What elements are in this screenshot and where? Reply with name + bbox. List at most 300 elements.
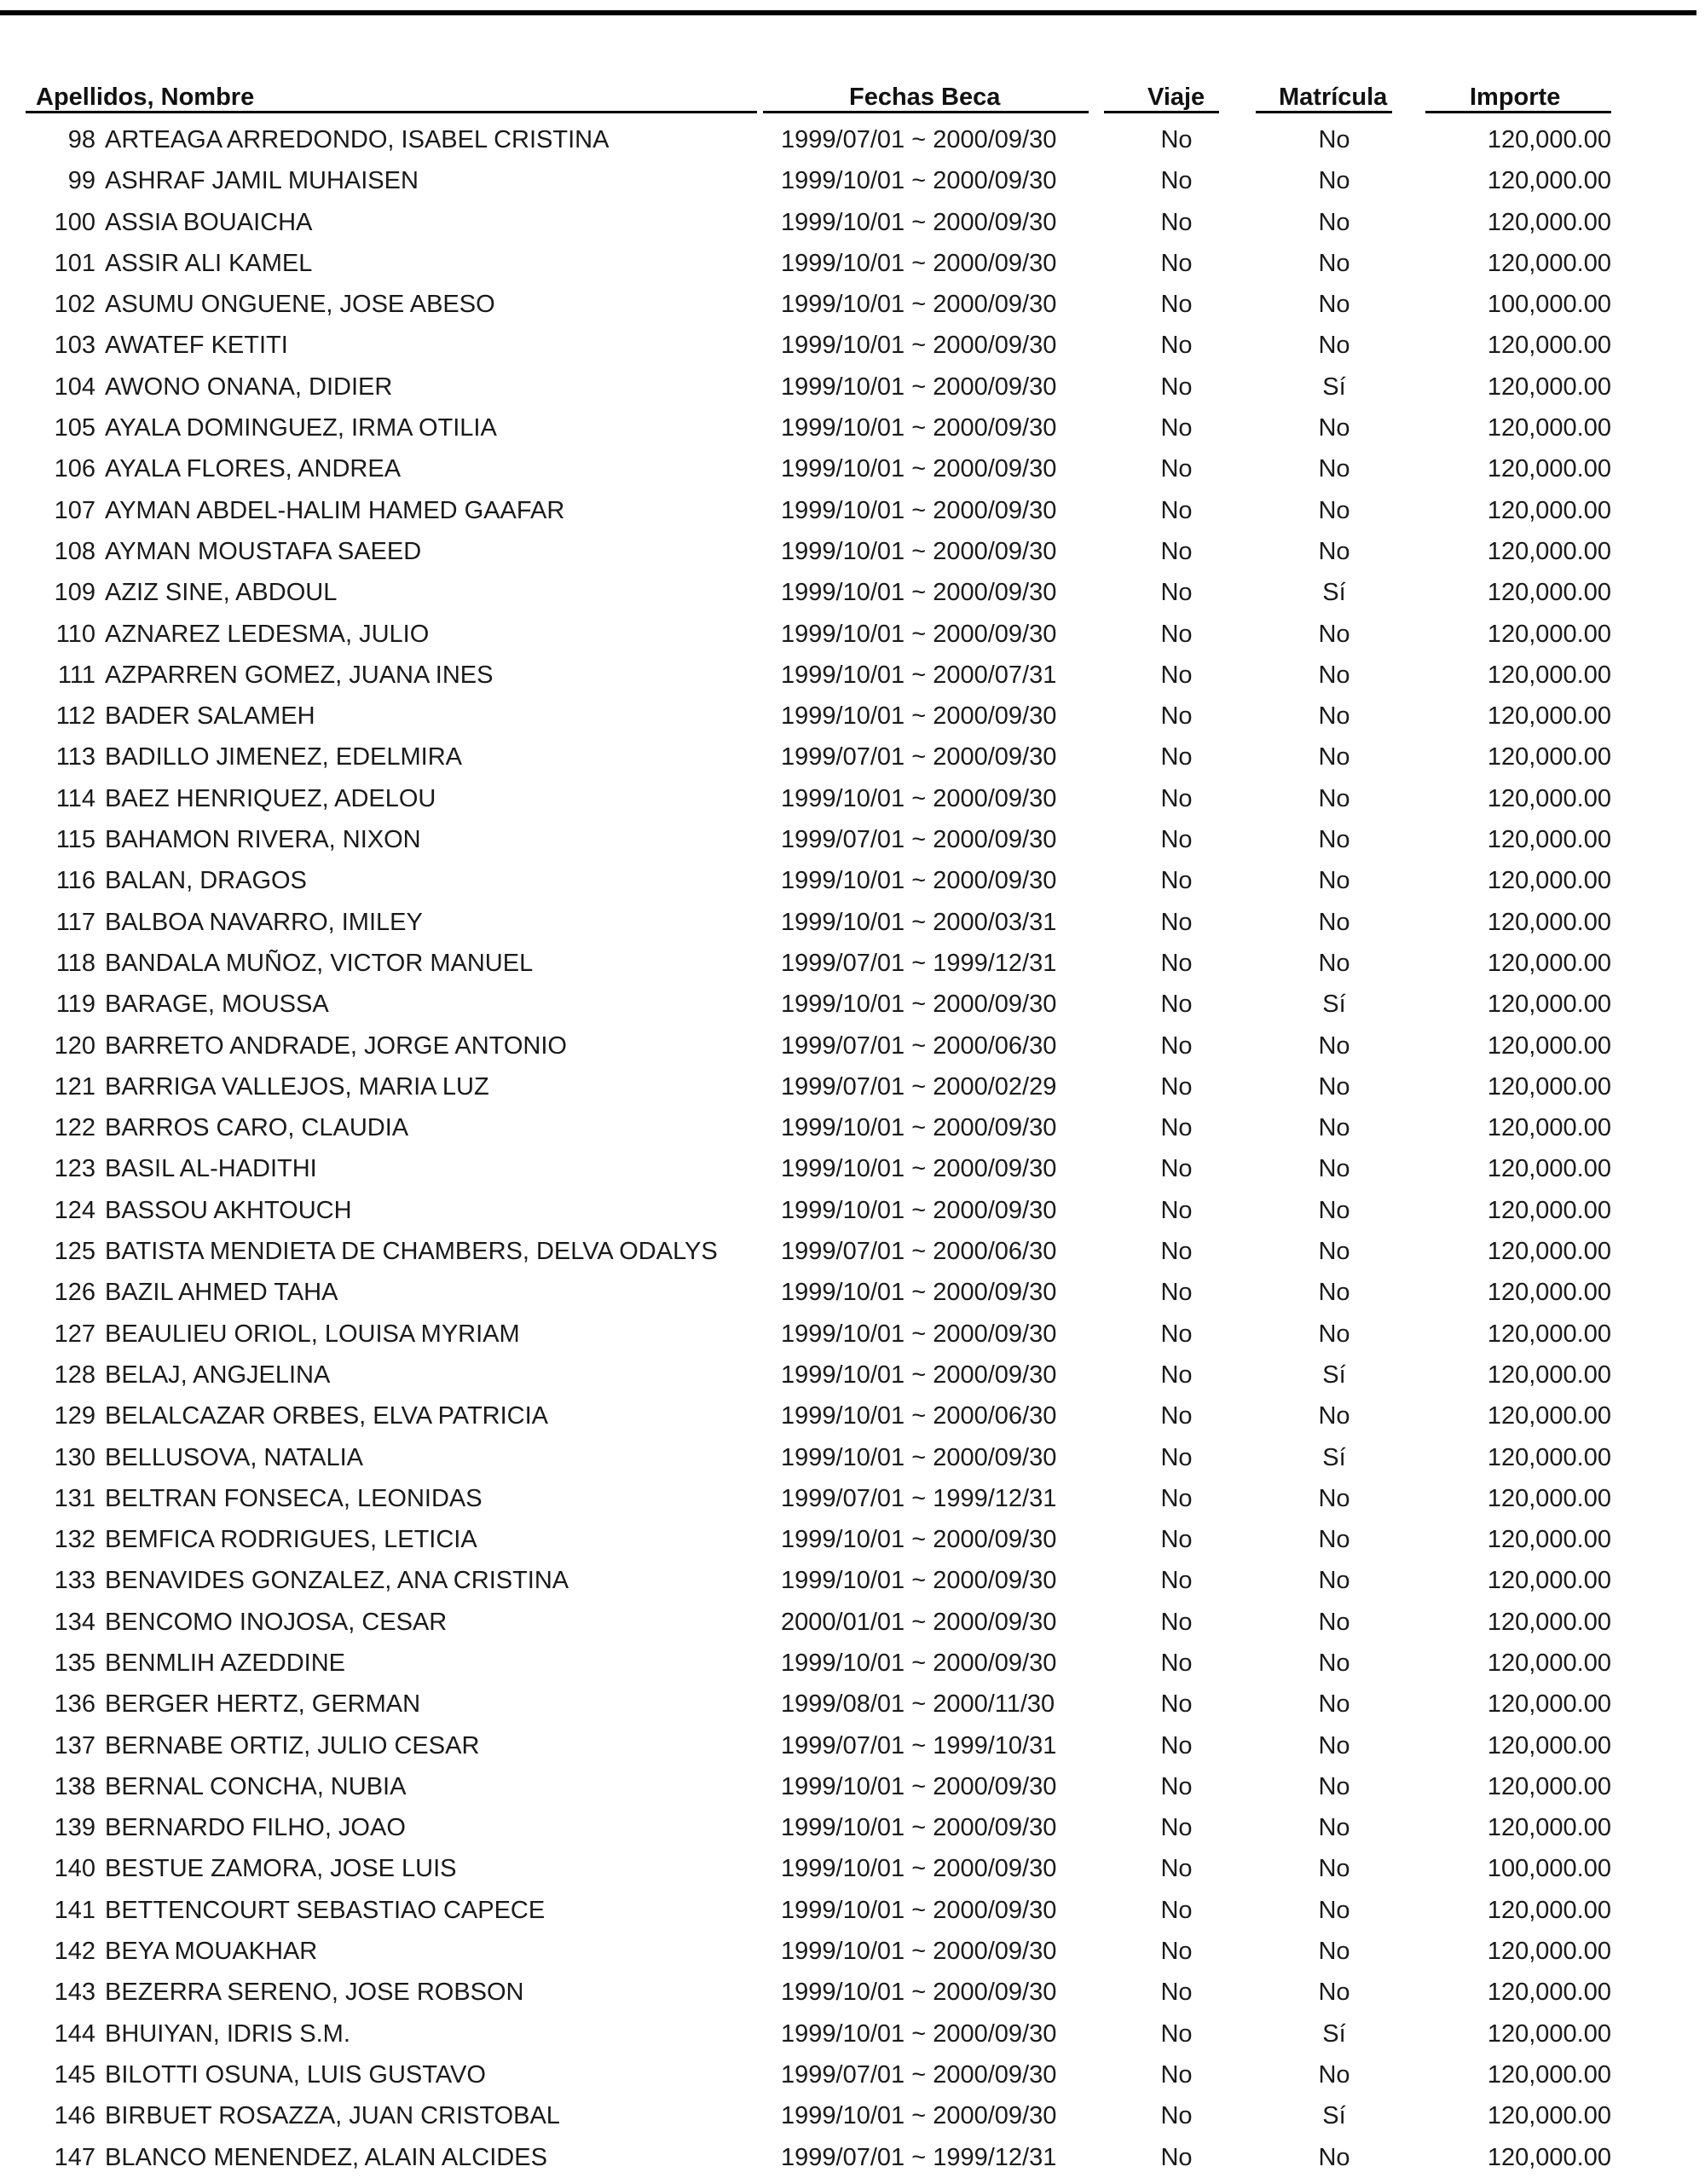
recipient-name: BERNABE ORTIZ, JULIO CESAR xyxy=(105,1731,480,1759)
scholarship-dates: 1999/10/01 ~ 2000/09/30 xyxy=(781,496,1057,524)
table-row xyxy=(0,819,1705,860)
amount-value: 120,000.00 xyxy=(1487,1772,1611,1800)
scholarship-dates: 1999/10/01 ~ 2000/09/30 xyxy=(781,1155,1057,1183)
amount-value: 120,000.00 xyxy=(1487,1731,1611,1759)
table-row xyxy=(0,1066,1705,1107)
recipient-name: BELALCAZAR ORBES, ELVA PATRICIA xyxy=(105,1402,549,1430)
tuition-value: No xyxy=(1318,867,1350,895)
amount-value: 120,000.00 xyxy=(1487,2143,1611,2171)
tuition-value: No xyxy=(1318,1320,1350,1348)
table-row xyxy=(0,325,1705,366)
travel-value: No xyxy=(1160,1938,1193,1966)
tuition-value: No xyxy=(1318,414,1350,442)
scholarship-dates: 1999/07/01 ~ 1999/10/31 xyxy=(781,1731,1057,1759)
tuition-value: No xyxy=(1318,1155,1350,1183)
table-row xyxy=(0,1931,1705,1972)
recipient-name: ARTEAGA ARREDONDO, ISABEL CRISTINA xyxy=(105,126,610,153)
amount-value: 120,000.00 xyxy=(1487,743,1611,771)
recipient-name: BLANCO MENENDEZ, ALAIN ALCIDES xyxy=(105,2143,547,2171)
tuition-value: No xyxy=(1318,496,1350,524)
header-underline-dates xyxy=(763,111,1089,113)
table-row xyxy=(0,1684,1705,1725)
travel-value: No xyxy=(1160,908,1193,936)
scholarship-dates: 1999/10/01 ~ 2000/09/30 xyxy=(781,167,1057,195)
table-row xyxy=(0,902,1705,943)
row-number: 121 xyxy=(54,1072,95,1101)
scholarship-dates: 1999/07/01 ~ 2000/09/30 xyxy=(781,743,1057,771)
scholarship-dates: 1999/07/01 ~ 2000/09/30 xyxy=(781,2060,1057,2089)
table-row xyxy=(0,1519,1705,1560)
travel-value: No xyxy=(1160,455,1193,483)
row-number: 112 xyxy=(55,702,95,731)
row-number: 118 xyxy=(55,949,95,977)
table-row xyxy=(0,284,1705,325)
tuition-value: No xyxy=(1318,784,1350,812)
recipient-name: AYALA DOMINGUEZ, IRMA OTILIA xyxy=(105,414,497,442)
amount-value: 120,000.00 xyxy=(1487,332,1611,360)
scholarship-dates: 1999/10/01 ~ 2000/09/30 xyxy=(781,1855,1057,1883)
scholarship-dates: 1999/10/01 ~ 2000/09/30 xyxy=(781,1526,1057,1554)
amount-value: 120,000.00 xyxy=(1487,1443,1611,1471)
header-viaje: Viaje xyxy=(1147,84,1205,111)
row-number: 142 xyxy=(54,1938,95,1966)
tuition-value: No xyxy=(1318,1608,1350,1636)
amount-value: 120,000.00 xyxy=(1487,373,1611,401)
recipient-name: BETTENCOURT SEBASTIAO CAPECE xyxy=(105,1896,546,1924)
travel-value: No xyxy=(1160,743,1193,771)
row-number: 104 xyxy=(54,373,95,401)
scholarship-dates: 1999/10/01 ~ 2000/09/30 xyxy=(781,1279,1057,1307)
scholarship-dates: 1999/10/01 ~ 2000/03/31 xyxy=(781,908,1057,936)
scholarship-dates: 1999/07/01 ~ 1999/12/31 xyxy=(781,949,1057,977)
recipient-name: BARROS CARO, CLAUDIA xyxy=(105,1114,409,1142)
travel-value: No xyxy=(1160,1155,1193,1183)
table-row xyxy=(0,984,1705,1025)
scholarship-dates: 1999/10/01 ~ 2000/09/30 xyxy=(781,1320,1057,1348)
amount-value: 120,000.00 xyxy=(1487,1938,1611,1966)
row-number: 147 xyxy=(54,2143,95,2171)
scholarship-dates: 1999/10/01 ~ 2000/09/30 xyxy=(781,332,1057,360)
tuition-value: No xyxy=(1318,1896,1350,1924)
travel-value: No xyxy=(1160,1484,1193,1512)
amount-value: 120,000.00 xyxy=(1487,1361,1611,1389)
row-number: 103 xyxy=(54,332,95,360)
tuition-value: No xyxy=(1318,702,1350,731)
table-row xyxy=(0,1560,1705,1601)
table-row xyxy=(0,1107,1705,1148)
recipient-name: BENMLIH AZEDDINE xyxy=(105,1649,345,1677)
travel-value: No xyxy=(1160,208,1193,236)
row-number: 111 xyxy=(57,661,95,689)
amount-value: 100,000.00 xyxy=(1487,1855,1611,1883)
tuition-value: No xyxy=(1318,1279,1350,1307)
amount-value: 120,000.00 xyxy=(1487,1979,1611,2007)
travel-value: No xyxy=(1160,1731,1193,1759)
recipient-name: ASSIR ALI KAMEL xyxy=(105,249,313,277)
recipient-name: BARRETO ANDRADE, JORGE ANTONIO xyxy=(105,1031,567,1060)
recipient-name: BILOTTI OSUNA, LUIS GUSTAVO xyxy=(105,2060,486,2089)
row-number: 137 xyxy=(54,1731,95,1759)
tuition-value: Sí xyxy=(1322,2102,1346,2130)
tuition-value: No xyxy=(1318,1484,1350,1512)
row-number: 101 xyxy=(54,249,95,277)
recipient-name: BAHAMON RIVERA, NIXON xyxy=(105,826,421,854)
row-number: 140 xyxy=(54,1855,95,1883)
table-row xyxy=(0,1231,1705,1272)
scholarship-dates: 1999/08/01 ~ 2000/11/30 xyxy=(781,1690,1055,1719)
scholarship-dates: 1999/07/01 ~ 1999/12/31 xyxy=(781,2143,1057,2171)
travel-value: No xyxy=(1160,249,1193,277)
tuition-value: No xyxy=(1318,249,1350,277)
recipient-name: AWONO ONANA, DIDIER xyxy=(105,373,393,401)
table-row xyxy=(0,1848,1705,1889)
table-row xyxy=(0,1602,1705,1643)
amount-value: 120,000.00 xyxy=(1487,126,1611,153)
table-row xyxy=(0,1026,1705,1066)
scholarship-dates: 1999/07/01 ~ 2000/06/30 xyxy=(781,1031,1057,1060)
row-number: 125 xyxy=(54,1238,95,1266)
scholarship-dates: 1999/10/01 ~ 2000/09/30 xyxy=(781,537,1057,565)
recipient-name: BHUIYAN, IDRIS S.M. xyxy=(105,2019,350,2048)
scholarship-dates: 1999/07/01 ~ 2000/02/29 xyxy=(781,1072,1057,1101)
amount-value: 120,000.00 xyxy=(1487,167,1611,195)
row-number: 102 xyxy=(54,291,95,319)
travel-value: No xyxy=(1160,1402,1193,1430)
table-row xyxy=(0,943,1705,984)
amount-value: 120,000.00 xyxy=(1487,661,1611,689)
table-row xyxy=(0,490,1705,531)
table-row xyxy=(0,737,1705,777)
travel-value: No xyxy=(1160,167,1193,195)
recipient-name: BADER SALAMEH xyxy=(105,702,315,731)
tuition-value: Sí xyxy=(1322,991,1346,1019)
amount-value: 120,000.00 xyxy=(1487,496,1611,524)
travel-value: No xyxy=(1160,991,1193,1019)
table-row xyxy=(0,1395,1705,1436)
table-row xyxy=(0,2054,1705,2095)
recipient-name: AZNAREZ LEDESMA, JULIO xyxy=(105,620,430,648)
amount-value: 120,000.00 xyxy=(1487,1567,1611,1595)
travel-value: No xyxy=(1160,373,1193,401)
amount-value: 120,000.00 xyxy=(1487,1279,1611,1307)
tuition-value: No xyxy=(1318,1731,1350,1759)
tuition-value: Sí xyxy=(1322,2019,1346,2048)
scholarship-dates: 1999/07/01 ~ 2000/09/30 xyxy=(781,826,1057,854)
scholarship-dates: 1999/10/01 ~ 2000/09/30 xyxy=(781,784,1057,812)
scholarship-dates: 1999/07/01 ~ 2000/09/30 xyxy=(781,126,1057,153)
amount-value: 120,000.00 xyxy=(1487,1196,1611,1224)
travel-value: No xyxy=(1160,1649,1193,1677)
tuition-value: No xyxy=(1318,208,1350,236)
travel-value: No xyxy=(1160,826,1193,854)
header-underline-name xyxy=(26,111,757,113)
recipient-name: BEAULIEU ORIOL, LOUISA MYRIAM xyxy=(105,1320,520,1348)
travel-value: No xyxy=(1160,1979,1193,2007)
header-name: Apellidos, Nombre xyxy=(36,84,255,111)
recipient-name: BELAJ, ANGJELINA xyxy=(105,1361,331,1389)
scholarship-dates: 1999/10/01 ~ 2000/09/30 xyxy=(781,2019,1057,2048)
travel-value: No xyxy=(1160,1896,1193,1924)
travel-value: No xyxy=(1160,291,1193,319)
table-row xyxy=(0,1190,1705,1231)
travel-value: No xyxy=(1160,332,1193,360)
tuition-value: No xyxy=(1318,661,1350,689)
row-number: 132 xyxy=(54,1526,95,1554)
table-row xyxy=(0,860,1705,901)
travel-value: No xyxy=(1160,2060,1193,2089)
table-row xyxy=(0,407,1705,448)
tuition-value: No xyxy=(1318,1031,1350,1060)
amount-value: 120,000.00 xyxy=(1487,1155,1611,1183)
scholarship-dates: 1999/10/01 ~ 2000/07/31 xyxy=(781,661,1057,689)
travel-value: No xyxy=(1160,1526,1193,1554)
scholarship-dates: 1999/07/01 ~ 2000/06/30 xyxy=(781,1238,1057,1266)
travel-value: No xyxy=(1160,784,1193,812)
row-number: 128 xyxy=(54,1361,95,1389)
table-row xyxy=(0,1972,1705,2013)
table-row xyxy=(0,696,1705,737)
scholarship-dates: 1999/10/01 ~ 2000/09/30 xyxy=(781,1567,1057,1595)
recipient-name: BAEZ HENRIQUEZ, ADELOU xyxy=(105,784,436,812)
amount-value: 120,000.00 xyxy=(1487,702,1611,731)
table-row xyxy=(0,655,1705,696)
amount-value: 120,000.00 xyxy=(1487,1031,1611,1060)
amount-value: 120,000.00 xyxy=(1487,1114,1611,1142)
header-matricula: Matrícula xyxy=(1279,84,1388,111)
tuition-value: No xyxy=(1318,620,1350,648)
scholarship-dates: 1999/10/01 ~ 2000/09/30 xyxy=(781,249,1057,277)
tuition-value: No xyxy=(1318,2060,1350,2089)
tuition-value: No xyxy=(1318,1402,1350,1430)
amount-value: 120,000.00 xyxy=(1487,1608,1611,1636)
tuition-value: No xyxy=(1318,455,1350,483)
row-number: 120 xyxy=(54,1031,95,1060)
table-row xyxy=(0,243,1705,284)
tuition-value: No xyxy=(1318,826,1350,854)
amount-value: 120,000.00 xyxy=(1487,579,1611,607)
scholarship-dates: 1999/10/01 ~ 2000/09/30 xyxy=(781,1443,1057,1471)
scholarship-dates: 1999/10/01 ~ 2000/09/30 xyxy=(781,1772,1057,1800)
tuition-value: No xyxy=(1318,332,1350,360)
tuition-value: No xyxy=(1318,743,1350,771)
recipient-name: BELLUSOVA, NATALIA xyxy=(105,1443,363,1471)
recipient-name: BEZERRA SERENO, JOSE ROBSON xyxy=(105,1979,524,2007)
recipient-name: BATISTA MENDIETA DE CHAMBERS, DELVA ODALYS xyxy=(105,1238,718,1266)
row-number: 133 xyxy=(54,1567,95,1595)
amount-value: 120,000.00 xyxy=(1487,1690,1611,1719)
recipient-name: ASHRAF JAMIL MUHAISEN xyxy=(105,167,419,195)
row-number: 144 xyxy=(54,2019,95,2048)
recipient-name: AYMAN ABDEL-HALIM HAMED GAAFAR xyxy=(105,496,565,524)
row-number: 143 xyxy=(54,1979,95,2007)
travel-value: No xyxy=(1160,1238,1193,1266)
row-number: 109 xyxy=(54,579,95,607)
recipient-name: BERNAL CONCHA, NUBIA xyxy=(105,1772,407,1800)
row-number: 127 xyxy=(54,1320,95,1348)
scholarship-dates: 1999/10/01 ~ 2000/09/30 xyxy=(781,414,1057,442)
travel-value: No xyxy=(1160,1361,1193,1389)
amount-value: 120,000.00 xyxy=(1487,1320,1611,1348)
top-rule xyxy=(0,10,1696,15)
travel-value: No xyxy=(1160,949,1193,977)
travel-value: No xyxy=(1160,537,1193,565)
travel-value: No xyxy=(1160,702,1193,731)
row-number: 116 xyxy=(55,867,95,895)
table-row xyxy=(0,2014,1705,2054)
row-number: 129 xyxy=(54,1402,95,1430)
amount-value: 120,000.00 xyxy=(1487,826,1611,854)
travel-value: No xyxy=(1160,126,1193,153)
recipient-name: AZIZ SINE, ABDOUL xyxy=(105,579,338,607)
recipient-name: BERGER HERTZ, GERMAN xyxy=(105,1690,421,1719)
scholarship-dates: 1999/10/01 ~ 2000/09/30 xyxy=(781,1896,1057,1924)
amount-value: 120,000.00 xyxy=(1487,249,1611,277)
tuition-value: No xyxy=(1318,1649,1350,1677)
tuition-value: No xyxy=(1318,126,1350,153)
travel-value: No xyxy=(1160,661,1193,689)
row-number: 134 xyxy=(54,1608,95,1636)
amount-value: 120,000.00 xyxy=(1487,2102,1611,2130)
row-number: 124 xyxy=(54,1196,95,1224)
travel-value: No xyxy=(1160,2019,1193,2048)
scholarship-dates: 1999/10/01 ~ 2000/06/30 xyxy=(781,1402,1057,1430)
row-number: 119 xyxy=(55,991,95,1019)
row-number: 131 xyxy=(54,1484,95,1512)
amount-value: 120,000.00 xyxy=(1487,949,1611,977)
recipient-name: BALBOA NAVARRO, IMILEY xyxy=(105,908,423,936)
recipient-name: BENCOMO INOJOSA, CESAR xyxy=(105,1608,448,1636)
recipient-name: BEMFICA RODRIGUES, LETICIA xyxy=(105,1526,477,1554)
recipient-name: AYMAN MOUSTAFA SAEED xyxy=(105,537,422,565)
recipient-name: BASSOU AKHTOUCH xyxy=(105,1196,352,1224)
tuition-value: No xyxy=(1318,1196,1350,1224)
scholarship-dates: 1999/10/01 ~ 2000/09/30 xyxy=(781,373,1057,401)
table-row xyxy=(0,2095,1705,2136)
scholarship-dates: 1999/07/01 ~ 1999/12/31 xyxy=(781,1484,1057,1512)
recipient-name: BEYA MOUAKHAR xyxy=(105,1938,318,1966)
table-row xyxy=(0,119,1705,160)
amount-value: 120,000.00 xyxy=(1487,414,1611,442)
travel-value: No xyxy=(1160,867,1193,895)
table-row xyxy=(0,1643,1705,1684)
recipient-name: BERNARDO FILHO, JOAO xyxy=(105,1814,406,1842)
amount-value: 120,000.00 xyxy=(1487,784,1611,812)
recipient-name: BADILLO JIMENEZ, EDELMIRA xyxy=(105,743,462,771)
table-row xyxy=(0,572,1705,613)
recipient-name: BESTUE ZAMORA, JOSE LUIS xyxy=(105,1855,457,1883)
amount-value: 120,000.00 xyxy=(1487,208,1611,236)
row-number: 114 xyxy=(55,784,95,812)
row-number: 110 xyxy=(55,620,95,648)
row-number: 117 xyxy=(55,908,95,936)
table-row xyxy=(0,202,1705,243)
tuition-value: No xyxy=(1318,1526,1350,1554)
travel-value: No xyxy=(1160,1279,1193,1307)
row-number: 107 xyxy=(54,496,95,524)
tuition-value: No xyxy=(1318,949,1350,977)
scholarship-dates: 1999/10/01 ~ 2000/09/30 xyxy=(781,702,1057,731)
tuition-value: No xyxy=(1318,167,1350,195)
row-number: 146 xyxy=(54,2102,95,2130)
row-number: 130 xyxy=(54,1443,95,1471)
tuition-value: No xyxy=(1318,1567,1350,1595)
tuition-value: No xyxy=(1318,291,1350,319)
travel-value: No xyxy=(1160,1114,1193,1142)
tuition-value: No xyxy=(1318,1938,1350,1966)
table-row xyxy=(0,1807,1705,1848)
tuition-value: No xyxy=(1318,537,1350,565)
travel-value: No xyxy=(1160,1320,1193,1348)
amount-value: 120,000.00 xyxy=(1487,908,1611,936)
amount-value: 120,000.00 xyxy=(1487,620,1611,648)
table-row xyxy=(0,1725,1705,1766)
table-row xyxy=(0,614,1705,655)
amount-value: 120,000.00 xyxy=(1487,455,1611,483)
row-number: 105 xyxy=(54,414,95,442)
row-number: 98 xyxy=(67,126,95,153)
tuition-value: No xyxy=(1318,1072,1350,1101)
header-underline-importe xyxy=(1425,111,1611,113)
row-number: 122 xyxy=(54,1114,95,1142)
travel-value: No xyxy=(1160,1855,1193,1883)
recipient-name: AWATEF KETITI xyxy=(105,332,288,360)
table-row xyxy=(0,1314,1705,1355)
tuition-value: No xyxy=(1318,1855,1350,1883)
travel-value: No xyxy=(1160,1072,1193,1101)
scholarship-dates: 1999/10/01 ~ 2000/09/30 xyxy=(781,620,1057,648)
scholarship-dates: 1999/10/01 ~ 2000/09/30 xyxy=(781,208,1057,236)
row-number: 100 xyxy=(54,208,95,236)
scholarship-dates: 1999/10/01 ~ 2000/09/30 xyxy=(781,1938,1057,1966)
travel-value: No xyxy=(1160,2102,1193,2130)
tuition-value: Sí xyxy=(1322,1443,1346,1471)
table-row xyxy=(0,1437,1705,1478)
amount-value: 120,000.00 xyxy=(1487,537,1611,565)
table-row xyxy=(0,778,1705,819)
scholarship-dates: 1999/10/01 ~ 2000/09/30 xyxy=(781,1361,1057,1389)
table-body xyxy=(0,119,1705,2178)
travel-value: No xyxy=(1160,1567,1193,1595)
tuition-value: Sí xyxy=(1322,579,1346,607)
scholarship-dates: 1999/10/01 ~ 2000/09/30 xyxy=(781,1196,1057,1224)
table-row xyxy=(0,2137,1705,2178)
row-number: 99 xyxy=(67,167,95,195)
scholarship-dates: 1999/10/01 ~ 2000/09/30 xyxy=(781,867,1057,895)
row-number: 106 xyxy=(54,455,95,483)
table-row xyxy=(0,448,1705,489)
table-row xyxy=(0,1766,1705,1807)
header-importe: Importe xyxy=(1470,84,1561,111)
recipient-name: ASUMU ONGUENE, JOSE ABESO xyxy=(105,291,495,319)
travel-value: No xyxy=(1160,1814,1193,1842)
travel-value: No xyxy=(1160,1690,1193,1719)
row-number: 115 xyxy=(55,826,95,854)
row-number: 126 xyxy=(54,1279,95,1307)
travel-value: No xyxy=(1160,2143,1193,2171)
row-number: 135 xyxy=(54,1649,95,1677)
table-row xyxy=(0,1890,1705,1931)
travel-value: No xyxy=(1160,620,1193,648)
recipient-name: BENAVIDES GONZALEZ, ANA CRISTINA xyxy=(105,1567,569,1595)
travel-value: No xyxy=(1160,496,1193,524)
travel-value: No xyxy=(1160,1772,1193,1800)
header-dates: Fechas Beca xyxy=(849,84,1001,111)
tuition-value: No xyxy=(1318,1772,1350,1800)
tuition-value: Sí xyxy=(1322,373,1346,401)
row-number: 138 xyxy=(54,1772,95,1800)
amount-value: 120,000.00 xyxy=(1487,2060,1611,2089)
table-row xyxy=(0,1355,1705,1395)
